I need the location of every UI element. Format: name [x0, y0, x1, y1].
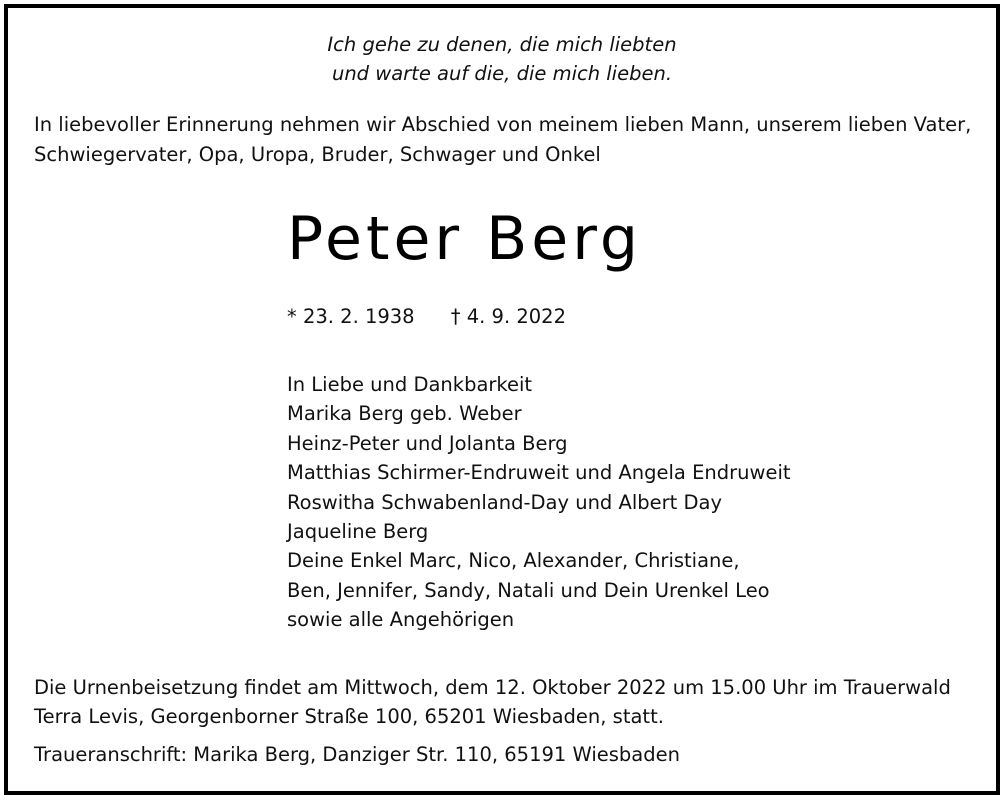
- mourner-line: Roswitha Schwabenland-Day und Albert Day: [287, 490, 723, 514]
- mourner-line: Matthias Schirmer-Endruweit und Angela Endruweit: [287, 461, 791, 485]
- motto-line-1: Ich gehe zu denen, die mich liebten: [327, 33, 677, 56]
- mourner-line: Ben, Jennifer, Sandy, Natali und Dein Urenkel Leo: [287, 578, 770, 602]
- burial-line-2: Terra Levis, Georgenborner Straße 100, 65201 Wiesbaden, statt.: [34, 705, 664, 728]
- intro-line-1: In liebevoller Erinnerung nehmen wir Abschied von meinem lieben Mann, unserem lieben Vater,: [34, 113, 972, 136]
- birth-date: * 23. 2. 1938: [287, 305, 415, 328]
- motto-line-2: und warte auf die, die mich lieben.: [331, 62, 673, 85]
- death-date: † 4. 9. 2022: [450, 305, 566, 328]
- mourner-line: Marika Berg geb. Weber: [287, 402, 522, 426]
- mourners-list: [287, 370, 791, 635]
- mourner-line: In Liebe und Dankbarkeit: [287, 373, 533, 396]
- obituary-notice: [4, 4, 1000, 795]
- mourner-line: sowie alle Angehörigen: [287, 608, 515, 632]
- mourner-line: Heinz-Peter und Jolanta Berg: [287, 431, 568, 455]
- mourning-address: Traueranschrift: Marika Berg, Danziger Str. 110, 65191 Wiesbaden: [34, 743, 680, 766]
- mourner-line: Deine Enkel Marc, Nico, Alexander, Christiane,: [287, 549, 740, 573]
- intro-line-2: Schwiegervater, Opa, Uropa, Bruder, Schwager und Onkel: [34, 143, 601, 166]
- mourner-line: Jaqueline Berg: [287, 520, 429, 544]
- life-dates: [287, 302, 566, 332]
- deceased-name: Peter Berg: [287, 204, 642, 274]
- burial-line-1: Die Urnenbeisetzung findet am Mittwoch, dem 12. Oktober 2022 um 15.00 Uhr im Trauerwald: [34, 676, 951, 699]
